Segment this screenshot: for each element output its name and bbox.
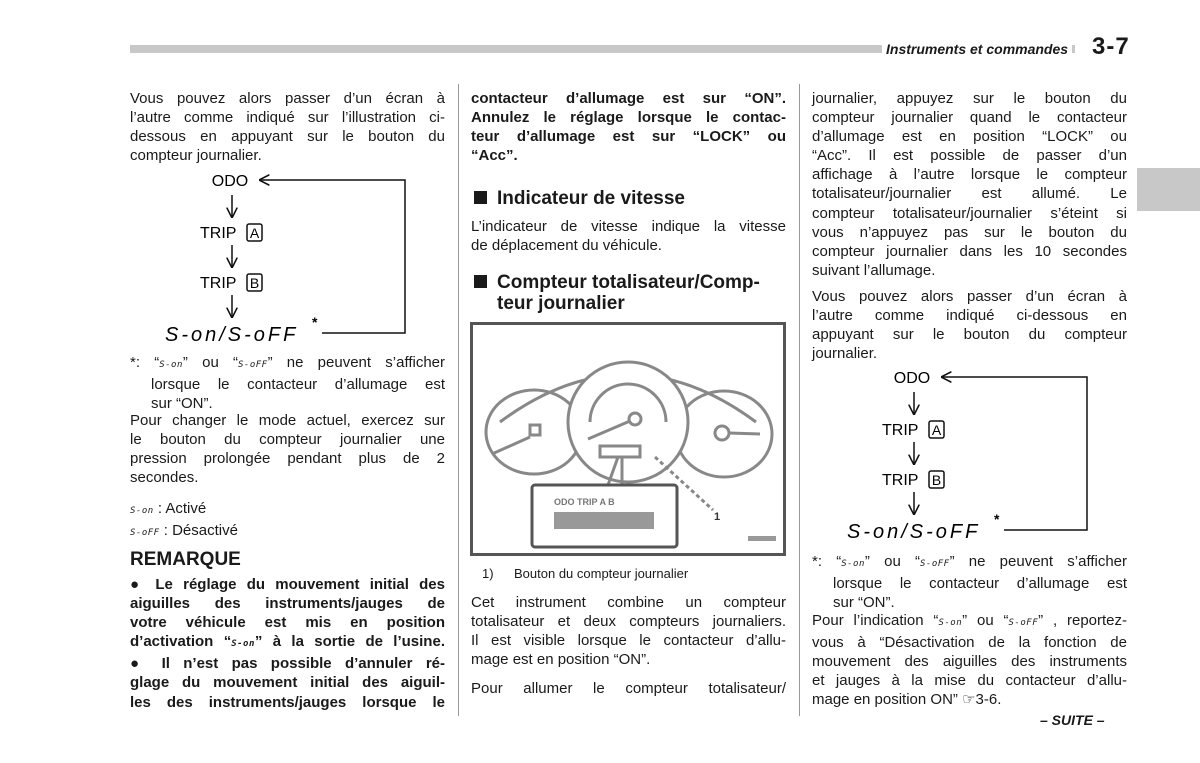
text-line: suivant l’allumage. — [812, 261, 936, 279]
speed-heading — [474, 188, 685, 209]
trip-label: TRIP — [200, 225, 237, 242]
figure-caption: Bouton du compteur journalier — [514, 566, 689, 581]
lcd-token: S-oFF — [130, 528, 160, 539]
text-line: totalisateur et deux compteurs journaliers. — [471, 613, 786, 631]
return-arrow — [260, 180, 405, 333]
text-line: vous n’appuyez pas sur le bouton du — [812, 223, 1127, 241]
text-line: appuyant sur le bouton du compteur — [812, 326, 1127, 344]
figure-code — [748, 536, 776, 541]
text-line: aiguilles des instruments/jauges de — [130, 595, 445, 613]
trip-b-label: B — [931, 472, 942, 488]
square-bullet-icon — [474, 275, 487, 288]
text-line: lorsque le contacteur d’allumage est — [151, 376, 445, 394]
text-line: l’autre comme indiqué ci-dessous en — [812, 307, 1127, 325]
trip-a-label: A — [931, 422, 942, 438]
text-line: secondes. — [130, 469, 199, 487]
caption-number: 1) — [482, 566, 494, 581]
instrument-cluster-figure — [470, 322, 786, 556]
text-line: pression prolongée pendant plus de 2 — [130, 450, 445, 468]
text-line: “Acc”. — [471, 147, 518, 165]
change-mode-paragraph — [130, 411, 445, 487]
text-line: teur d’allumage est sur “LOCK” ou — [471, 128, 786, 146]
mode-cycle-diagram — [832, 362, 1102, 542]
lcd-token: S-on — [231, 639, 255, 650]
page-number: 3-7 — [1090, 33, 1134, 61]
speed-paragraph — [471, 217, 786, 255]
chapter-tab — [1137, 168, 1200, 211]
mode-cycle-diagram — [150, 165, 420, 345]
text-line: *: “S-on” ou “S-oFF” ne peuvent s’afficher — [812, 553, 1128, 570]
text-line: Il est visible lorsque le contacteur d’allu- — [471, 632, 786, 650]
odo-label: ODO — [211, 173, 249, 190]
return-arrow — [942, 377, 1087, 530]
text-line: ● Il n’est pas possible d’annuler ré- — [130, 655, 445, 673]
lcd-token: S-on — [841, 559, 865, 569]
text-line: Vous pouvez alors passer d’un écran à — [130, 90, 445, 107]
text-line: de déplacement du véhicule. — [471, 237, 662, 255]
text-line: Pour changer le mode actuel, exercez sur — [130, 412, 445, 429]
text-line: *: “S-on” ou “S-oFF” ne peuvent s’afficher — [130, 354, 446, 371]
trip-label: TRIP — [882, 472, 919, 489]
right-paragraph-1 — [812, 89, 1127, 280]
trip-label: TRIP — [882, 422, 919, 439]
trip-a-label: A — [249, 225, 260, 241]
text-line: Pour allumer le compteur totalisateur/ — [471, 680, 786, 697]
intro-paragraph — [130, 89, 445, 165]
text-line: “Acc”. Il est possible de passer d’un — [812, 147, 1127, 165]
footnote — [130, 353, 445, 413]
text-line: mouvement des aiguilles des instruments — [812, 653, 1127, 671]
text-line: lorsque le contacteur d’allumage est — [833, 575, 1127, 593]
square-bullet-icon — [474, 191, 487, 204]
lcd-token: S-oFF — [920, 559, 950, 569]
text-line: ● Le réglage du mouvement initial des — [130, 576, 445, 593]
callout-number: 1 — [714, 511, 721, 523]
section-title: Instruments et commandes — [882, 41, 1072, 57]
text-line: Cet instrument combine un compteur — [471, 594, 786, 611]
footnote — [812, 552, 1127, 612]
display-label: ODO TRIP A B — [554, 497, 615, 507]
remark-text — [130, 575, 445, 712]
text-line: totalisateur/journalier est allumé. Le — [812, 185, 1127, 203]
column-divider — [458, 84, 459, 716]
text-line: glage du mouvement initial des aiguil- — [130, 674, 445, 692]
text-line: votre véhicule est mis en position — [130, 614, 445, 632]
text-line: compteur totalisateur/journalier s’éteint si — [812, 204, 1127, 222]
odometer-paragraph — [471, 593, 786, 669]
text-line: et jauges à la mise du contacteur d’allu- — [812, 672, 1127, 690]
column-divider — [799, 84, 800, 716]
text-line: d’allumage est en position “LOCK” ou — [812, 128, 1127, 146]
text-line: contacteur d’allumage est sur “ON”. — [471, 90, 786, 107]
speed-heading-text: Indicateur de vitesse — [497, 188, 685, 209]
odometer-heading-line: Compteur totalisateur/Comp- — [497, 272, 760, 293]
text-line: mage est en position “ON”. — [471, 651, 651, 669]
trip-label: TRIP — [200, 275, 237, 292]
text-line: compteur journalier quand le contacteur — [812, 109, 1127, 127]
text-line: les des instruments/jauges lorsque le — [130, 693, 445, 711]
right-needle — [729, 433, 760, 434]
text-line: l’autre comme indiqué sur l’illustration ci- — [130, 109, 445, 127]
right-paragraph-2 — [812, 287, 1127, 363]
odometer-heading — [474, 272, 760, 314]
lcd-legend — [130, 499, 445, 543]
odometer-paragraph-2 — [471, 679, 786, 698]
odometer-heading-line: teur journalier — [497, 293, 625, 314]
text-line: le bouton du compteur journalier une — [130, 431, 445, 449]
text-line: compteur journalier. — [130, 147, 262, 165]
text-line: L’indicateur de vitesse indique la vitesse — [471, 218, 786, 235]
text-line: S-on : Activé — [130, 500, 207, 517]
lcd-token: S-on — [130, 506, 154, 516]
trip-b-label: B — [249, 275, 260, 291]
remark-continued — [471, 89, 786, 165]
lcd-token: S-oFF — [1008, 618, 1039, 628]
text-line: mage en position ON” ☞3-6. — [812, 691, 1002, 709]
text-line: S-oFF : Désactivé — [130, 522, 238, 540]
lcd-mode-label: S-on/S-oFF — [165, 324, 299, 345]
odo-label: ODO — [893, 370, 931, 387]
text-line: dessous en appuyant sur le bouton du — [130, 128, 445, 146]
lcd-mode-label: S-on/S-oFF — [847, 521, 981, 542]
text-line: affichage à l’autre lorsque le compteur — [812, 166, 1127, 184]
continued-label: – SUITE – — [1040, 712, 1105, 728]
lcd-token: S-oFF — [238, 360, 268, 370]
text-line: sur “ON”. — [833, 594, 895, 612]
right-paragraph-3 — [812, 611, 1127, 709]
text-line: Vous pouvez alors passer d’un écran à — [812, 288, 1127, 305]
text-line: sur “ON”. — [151, 395, 213, 413]
text-line: d’activation “S-on” à la sortie de l’usine. — [130, 633, 445, 651]
text-line: compteur journalier dans les 10 secondes — [812, 242, 1127, 260]
lcd-token: S-on — [159, 360, 183, 370]
lcd-token: S-on — [938, 618, 963, 628]
text-line: vous à “Désactivation de la fonction de — [812, 634, 1127, 652]
asterisk: * — [994, 511, 1000, 527]
remark-heading: REMARQUE — [130, 549, 241, 570]
text-line: Annulez le réglage lorsque le contac- — [471, 109, 786, 127]
display-digits — [554, 512, 654, 529]
asterisk: * — [312, 314, 318, 330]
text-line: journalier. — [812, 345, 878, 363]
text-line: Pour l’indication “S-on” ou “S-oFF” , reportez- — [812, 612, 1127, 629]
text-line: journalier, appuyez sur le bouton du — [812, 90, 1127, 107]
